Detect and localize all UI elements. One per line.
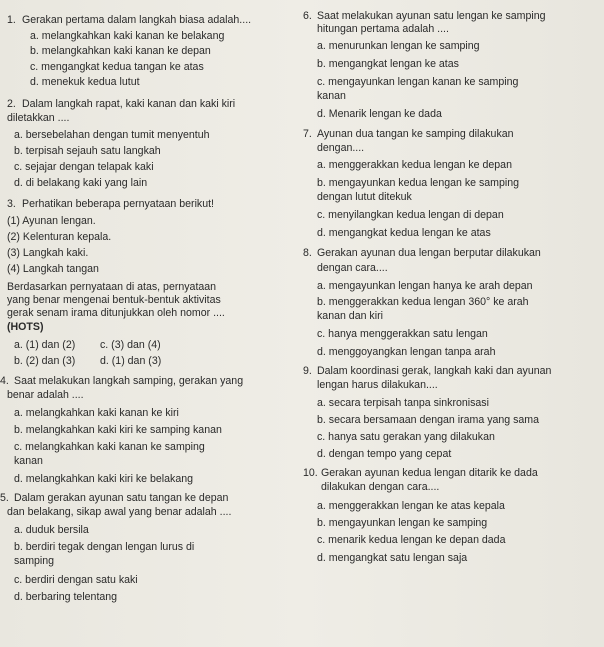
- q3-statement-2: (2) Kelenturan kepala.: [7, 231, 112, 243]
- q5-option-c[interactable]: c. berdiri dengan satu kaki: [14, 574, 138, 586]
- q2-stem-line1: Dalam langkah rapat, kaki kanan dan kaki kiri: [22, 98, 236, 110]
- q7-option-c[interactable]: c. menyilangkan kedua lengan di depan: [317, 209, 504, 221]
- q3-text-line1: Berdasarkan pernyataan di atas, pernyataan: [7, 281, 217, 293]
- q2-option-d[interactable]: d. di belakang kaki yang lain: [14, 177, 148, 189]
- q8-option-a[interactable]: a. mengayunkan lengan hanya ke arah depan: [317, 280, 533, 292]
- q3-number: 3.: [7, 198, 16, 210]
- q8-option-b[interactable]: b. menggerakkan kedua lengan 360° ke arah: [317, 296, 529, 308]
- q6-option-a[interactable]: a. menurunkan lengan ke samping: [317, 40, 480, 52]
- q3-option-d[interactable]: d. (1) dan (3): [100, 355, 162, 367]
- q10-number: 10.: [303, 467, 318, 479]
- q9-option-b[interactable]: b. secara bersamaan dengan irama yang sama: [317, 414, 540, 426]
- q7-option-d[interactable]: d. mengangkat kedua lengan ke atas: [317, 227, 491, 239]
- q4-stem-line2: benar adalah ....: [7, 389, 84, 401]
- q2-option-a[interactable]: a. bersebelahan dengan tumit menyentuh: [14, 129, 210, 141]
- q5-option-b-cont: samping: [14, 555, 55, 567]
- q1-option-a[interactable]: a. melangkahkan kaki kanan ke belakang: [30, 30, 225, 42]
- q4-option-d[interactable]: d. melangkahkan kaki kiri ke belakang: [14, 473, 194, 485]
- q8-stem-line2: dengan cara....: [317, 262, 388, 274]
- q3-text-line3: gerak senam irama ditunjukkan oleh nomor ....: [7, 307, 225, 319]
- q4-option-c-cont: kanan: [14, 455, 43, 467]
- q3-stem: Perhatikan beberapa pernyataan berikut!: [22, 198, 214, 210]
- q10-option-a[interactable]: a. menggerakkan lengan ke atas kepala: [317, 500, 505, 512]
- q8-option-b-cont: kanan dan kiri: [317, 310, 383, 322]
- q10-stem-line1: Gerakan ayunan kedua lengan ditarik ke dada: [321, 467, 538, 479]
- q7-option-a[interactable]: a. menggerakkan kedua lengan ke depan: [317, 159, 512, 171]
- q5-number: 5.: [0, 492, 9, 504]
- q7-option-b[interactable]: b. mengayunkan kedua lengan ke samping: [317, 177, 520, 189]
- q3-statement-3: (3) Langkah kaki.: [7, 247, 89, 259]
- q10-option-d[interactable]: d. mengangkat satu lengan saja: [317, 552, 468, 564]
- q2-option-b[interactable]: b. terpisah sejauh satu langkah: [14, 145, 161, 157]
- q7-option-b-cont: dengan lutut ditekuk: [317, 191, 412, 203]
- q4-option-b[interactable]: b. melangkahkan kaki kiri ke samping kanan: [14, 424, 222, 436]
- q7-stem-line1: Ayunan dua tangan ke samping dilakukan: [317, 128, 514, 140]
- q9-stem-line1: Dalam koordinasi gerak, langkah kaki dan ayunan: [317, 365, 552, 377]
- q3-option-a[interactable]: a. (1) dan (2): [14, 339, 76, 351]
- q10-option-b[interactable]: b. mengayunkan lengan ke samping: [317, 517, 488, 529]
- q8-stem-line1: Gerakan ayunan dua lengan berputar dilakukan: [317, 247, 541, 259]
- q6-option-b[interactable]: b. mengangkat lengan ke atas: [317, 58, 459, 70]
- q6-option-c-cont: kanan: [317, 90, 346, 102]
- q5-stem-line2: dan belakang, sikap awal yang benar adalah ....: [7, 506, 232, 518]
- q1-stem: Gerakan pertama dalam langkah biasa adalah....: [22, 14, 252, 26]
- q3-option-b[interactable]: b. (2) dan (3): [14, 355, 76, 367]
- q3-text-line2: yang benar mengenai bentuk-bentuk aktivitas: [7, 294, 221, 306]
- q4-option-a[interactable]: a. melangkahkan kaki kanan ke kiri: [14, 407, 179, 419]
- q10-option-c[interactable]: c. menarik kedua lengan ke depan dada: [317, 534, 506, 546]
- q7-number: 7.: [303, 128, 312, 140]
- q6-number: 6.: [303, 10, 312, 22]
- q3-hots-tag: (HOTS): [7, 321, 44, 333]
- q4-number: 4.: [0, 375, 9, 387]
- q3-statement-4: (4) Langkah tangan: [7, 263, 99, 275]
- q10-stem-line2: dilakukan dengan cara....: [321, 481, 440, 493]
- q6-option-d[interactable]: d. Menarik lengan ke dada: [317, 108, 442, 120]
- q5-option-b[interactable]: b. berdiri tegak dengan lengan lurus di: [14, 541, 195, 553]
- q8-number: 8.: [303, 247, 312, 259]
- q6-stem-line1: Saat melakukan ayunan satu lengan ke samping: [317, 10, 546, 22]
- q6-stem-line2: hitungan pertama adalah ....: [317, 23, 449, 35]
- q5-option-d[interactable]: d. berbaring telentang: [14, 591, 118, 603]
- q1-option-d[interactable]: d. menekuk kedua lutut: [30, 76, 140, 88]
- q9-option-d[interactable]: d. dengan tempo yang cepat: [317, 448, 452, 460]
- q9-stem-line2: lengan harus dilakukan....: [317, 379, 438, 391]
- q8-option-c[interactable]: c. hanya menggerakkan satu lengan: [317, 328, 488, 340]
- q9-number: 9.: [303, 365, 312, 377]
- q5-option-a[interactable]: a. duduk bersila: [14, 524, 89, 536]
- q2-stem-line2: diletakkan ....: [7, 112, 70, 124]
- q9-option-c[interactable]: c. hanya satu gerakan yang dilakukan: [317, 431, 495, 443]
- q1-option-c[interactable]: c. mengangkat kedua tangan ke atas: [30, 61, 204, 73]
- q3-statement-1: (1) Ayunan lengan.: [7, 215, 96, 227]
- q1-option-b[interactable]: b. melangkahkan kaki kanan ke depan: [30, 45, 211, 57]
- q5-stem-line1: Dalam gerakan ayunan satu tangan ke depan: [14, 492, 229, 504]
- q8-option-d[interactable]: d. menggoyangkan lengan tanpa arah: [317, 346, 496, 358]
- q3-option-c[interactable]: c. (3) dan (4): [100, 339, 161, 351]
- q4-option-c[interactable]: c. melangkahkan kaki kanan ke samping: [14, 441, 205, 453]
- q7-stem-line2: dengan....: [317, 142, 365, 154]
- q6-option-c[interactable]: c. mengayunkan lengan kanan ke samping: [317, 76, 519, 88]
- q2-number: 2.: [7, 98, 16, 110]
- q9-option-a[interactable]: a. secara terpisah tanpa sinkronisasi: [317, 397, 489, 409]
- q1-number: 1.: [7, 14, 16, 26]
- q2-option-c[interactable]: c. sejajar dengan telapak kaki: [14, 161, 154, 173]
- q4-stem-line1: Saat melakukan langkah samping, gerakan yang: [14, 375, 244, 387]
